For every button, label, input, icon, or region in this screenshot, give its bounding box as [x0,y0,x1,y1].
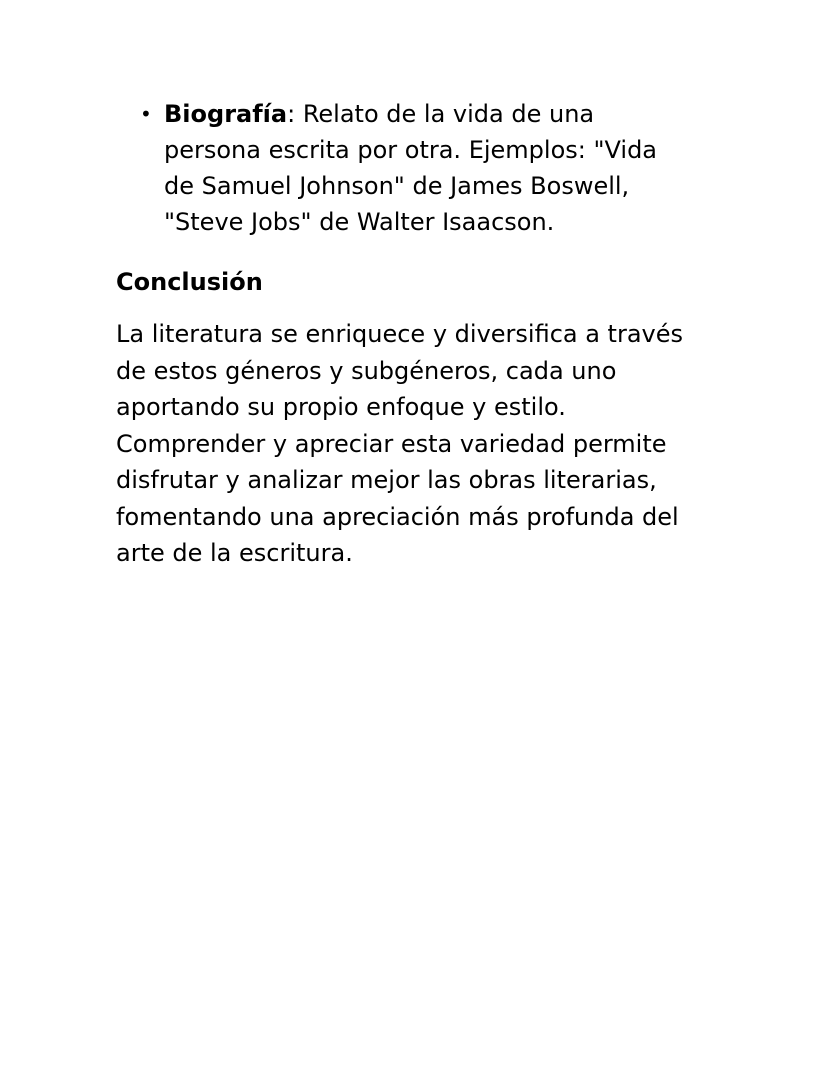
genre-list [116,96,716,240]
bullet-icon: • [140,102,152,126]
document-page [116,96,716,572]
list-item-description: Relato de la vida de una persona escrita por otra. Ejemplos: "Vida de Samuel Johnson" de James Boswell, "Steve Jobs" de Walter Isaacson. [164,100,658,236]
conclusion-paragraph: La literatura se enriquece y diversifica a través de estos géneros y subgéneros, cada uno aportando su propio enfoque y estilo. Comprender y apreciar esta variedad permite disfrutar y analizar mejor las obras literarias, fomentando una apreciación más profunda del arte de la escritura. [116,320,684,567]
list-item-separator: : [287,100,296,128]
conclusion-heading: Conclusión [116,268,263,296]
list-item-term: Biografía [164,100,288,128]
list-item-biografia [116,96,694,240]
